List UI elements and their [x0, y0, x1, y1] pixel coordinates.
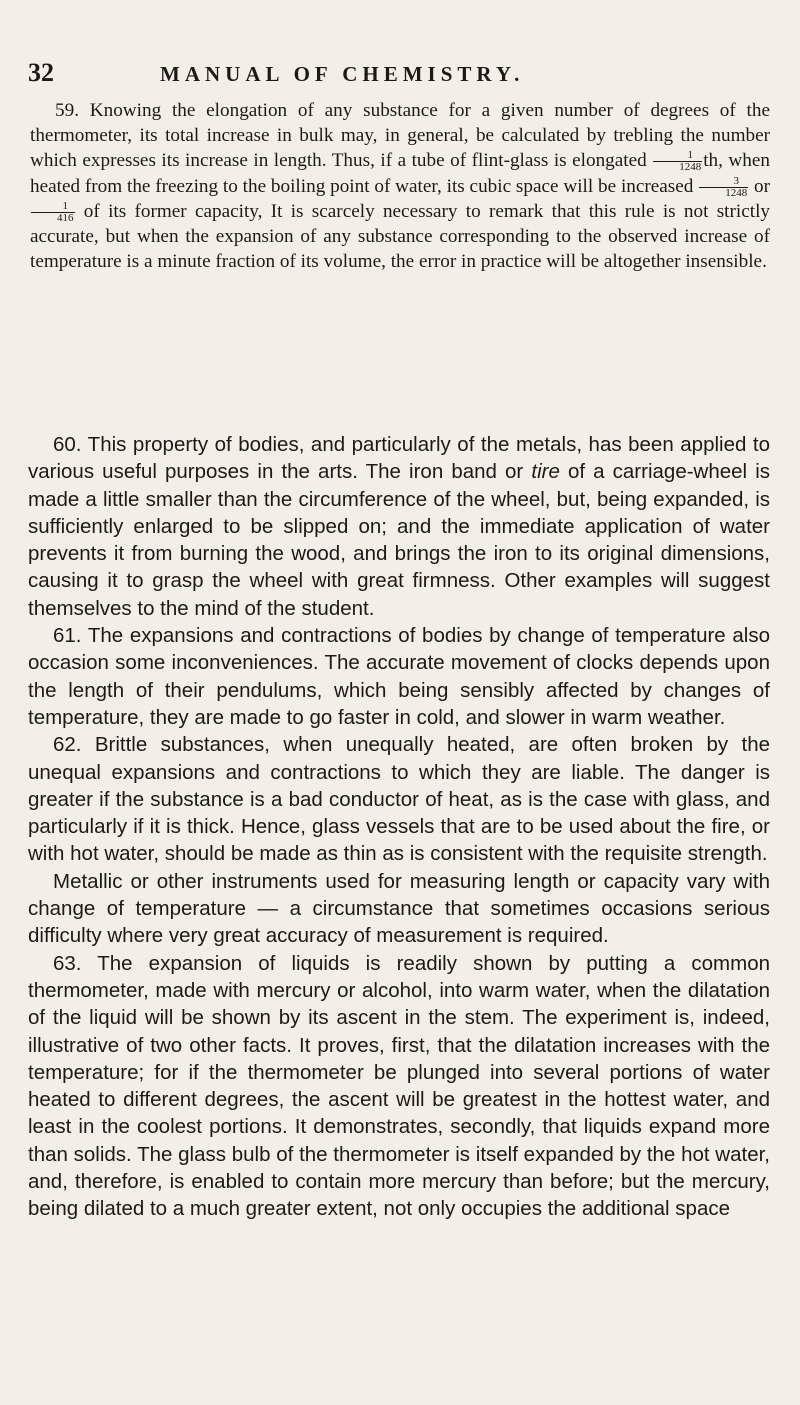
- paragraph-text: of its former capacity, It is scarcely necessary to remark that this rule is not strictly accurate, but when the expansion of any substance corresponding to the observed increase of temperature is a minute fraction of its volume, the error in practice will be altogether insensible.: [30, 200, 770, 273]
- paragraph-62-continued: [28, 868, 770, 950]
- small-print-section: [30, 98, 770, 274]
- paragraph-text: The expansions and contractions of bodies by change of temperature also occasion some inconveniences. The accurate movement of clocks depends upon the length of their pendulums, which being sensibly affected by changes of temperature, they are made to go faster in cold, and slower in warm weather.: [28, 624, 770, 729]
- paragraph-number: 61.: [53, 624, 82, 648]
- paragraph-61: [28, 622, 770, 731]
- paragraph-59: [30, 98, 770, 274]
- paragraph-60: [28, 431, 770, 622]
- paragraph-text: Brittle substances, when unequally heated, are often broken by the unequal expansions and contractions to which they are liable. The danger is greater if the substance is a bad conductor of heat, as is the case with glass, and particularly if it is thick. Hence, glass vessels that are to be used about the fire, or with hot water, should be made as thin as is consistent with the requisite strength.: [28, 733, 770, 866]
- running-title: MANUAL OF CHEMISTRY.: [160, 62, 525, 86]
- fraction-numerator: 1: [653, 150, 702, 162]
- paragraph-63: [28, 950, 770, 1223]
- main-text-section: [28, 431, 770, 1223]
- page-header: [28, 58, 768, 92]
- paragraph-text: th, when heated from the freezing to the boiling point of water, its cubic space will be increased: [30, 150, 770, 197]
- paragraph-number: 59.: [55, 100, 79, 121]
- fraction-denominator: 416: [57, 211, 74, 224]
- fraction-numerator: 3: [699, 176, 748, 188]
- paragraph-text: Knowing the elongation of any substance for a given number of degrees of the thermometer, its total increase in bulk may, in general, be calculated by trebling the number which expresses its increase in length. Thus, if a tube of flint-glass is elongated: [30, 100, 771, 172]
- paragraph-number: 63.: [53, 951, 82, 975]
- paragraph-text: or: [754, 175, 771, 197]
- fraction: [653, 150, 702, 173]
- fraction-numerator: 1: [31, 201, 75, 213]
- page-number: 32: [28, 58, 54, 87]
- fraction: [699, 176, 748, 199]
- italic-term: tire: [531, 460, 560, 484]
- paragraph-number: 62.: [53, 733, 82, 757]
- fraction-denominator: 1248: [679, 161, 702, 174]
- paragraph-text: This property of bodies, and particularly of the metals, has been applied to various useful purposes in the arts. The iron band or: [28, 433, 771, 484]
- paragraph-number: 60.: [53, 433, 82, 456]
- paragraph-text: Metallic or other instruments used for measuring length or capacity vary with change of temperature — a circumstance that sometimes occasions serious difficulty where very great accuracy of measurement is required.: [28, 869, 770, 948]
- fraction: [31, 201, 75, 224]
- paragraph-text: The expansion of liquids is readily shown by putting a common thermometer, made with mercury or alcohol, into warm water, when the dilatation of the liquid will be shown by its ascent in the stem. The experiment is, indeed, illustrative of two other facts. It proves, first, that the dilatation increases with the temperature; for if the thermometer be plunged into several portions of water heated to different degrees, the ascent will be greatest in the hottest water, and least in the coolest portions. It demonstrates, secondly, that liquids expand more than solids. The glass bulb of the thermometer is itself expanded by the hot water, and, therefore, is enabled to contain more mercury than before; but the mercury, being dilated to a much greater extent, not only occupies the additional space: [28, 951, 770, 1221]
- paragraph-text: of a carriage-wheel is made a little smaller than the circumference of the wheel, but, being expanded, is sufficiently enlarged to be slipped on; and the immediate application of water prevents it from burning the wood, and brings the iron to its original dimensions, causing it to grasp the wheel with great firmness. Other examples will suggest themselves to the mind of the student.: [28, 460, 771, 620]
- paragraph-62: [28, 731, 770, 867]
- fraction-denominator: 1248: [725, 186, 748, 199]
